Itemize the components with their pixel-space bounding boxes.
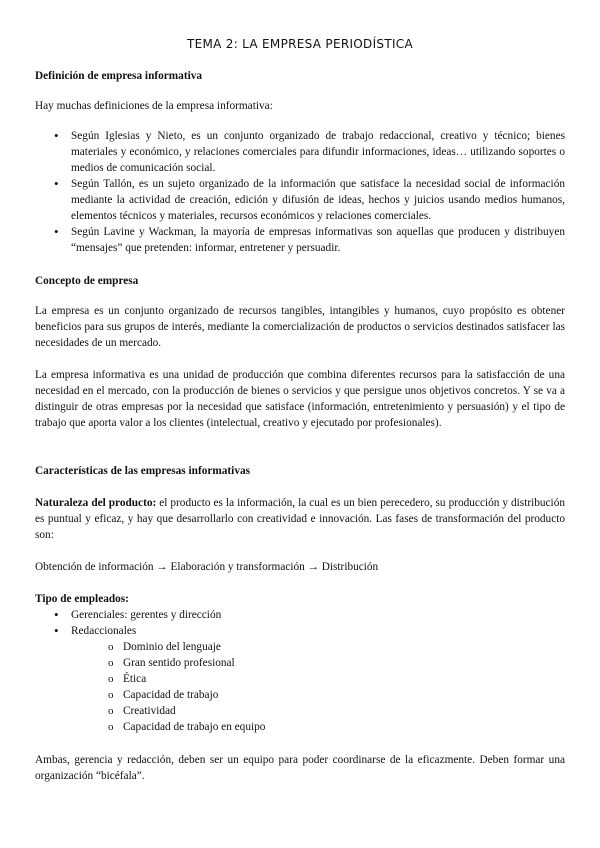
naturaleza-text: el producto es la información, la cual es un bien perecedero, su producción y distribución es puntual y eficaz, y hay que desarrollarlo con creatividad e innovación. Las fases de transformación del producto son: bbox=[35, 497, 565, 541]
empleados-list bbox=[35, 607, 565, 735]
list-item: • Según Tallón, es un sujeto organizado de la información que satisface la necesidad social de información mediante la actividad de creación, edición y difusión de ideas, hechos y juicios usando medios humanos, elementos técnicos y materiales, recursos económicos y relaciones comerciales. bbox=[35, 176, 565, 224]
sub-list-item: o Ética bbox=[71, 671, 565, 687]
redaccionales-sublist bbox=[71, 639, 565, 735]
sub-list-item: o Gran sentido profesional bbox=[71, 655, 565, 671]
naturaleza-label: Naturaleza del producto: bbox=[35, 497, 157, 509]
list-item: • Gerenciales: gerentes y dirección bbox=[35, 607, 565, 623]
heading-caracteristicas: Características de las empresas informativas bbox=[35, 465, 251, 477]
document-title: TEMA 2: LA EMPRESA PERIODÍSTICA bbox=[186, 37, 413, 51]
list-item-label: Redaccionales bbox=[71, 625, 137, 637]
sub-list-item: o Capacidad de trabajo en equipo bbox=[71, 719, 565, 735]
heading-empleados: Tipo de empleados: bbox=[35, 593, 129, 605]
sub-list-item: o Dominio del lenguaje bbox=[71, 639, 565, 655]
definicion-intro: Hay muchas definiciones de la empresa informativa: bbox=[35, 100, 273, 112]
fases-line: Obtención de información → Elaboración y transformación → Distribución bbox=[35, 561, 379, 573]
closing-paragraph: Ambas, gerencia y redacción, deben ser un equipo para poder coordinarse de la eficazmente. Deben formar una organización “bicéfala”. bbox=[35, 754, 565, 782]
list-item: • Según Lavine y Wackman, la mayoría de empresas informativas son aquellas que producen y distribuyen “mensajes” que pretenden: informar, entretener y persuadir. bbox=[35, 224, 565, 256]
sub-list-item: o Creatividad bbox=[71, 703, 565, 719]
concepto-paragraph-1: La empresa es un conjunto organizado de recursos tangibles, intangibles y humanos, cuyo propósito es obtener beneficios para sus grupos de interés, mediante la comercialización de productos o servicios destinados satisfacer las necesidades de un mercado. bbox=[35, 305, 565, 349]
sub-list-item: o Capacidad de trabajo bbox=[71, 687, 565, 703]
concepto-paragraph-2: La empresa informativa es una unidad de producción que combina diferentes recursos para la satisfacción de una necesidad en el mercado, con la producción de bienes o servicios y que persigue unos objetivos concretos. Y se va a distinguir de otras empresas por la necesidad que satisface (información, entretenimiento y persuasión) y el tipo de trabajo que aporta valor a los clientes (intelectual, creativo y ejecutado por profesionales). bbox=[35, 369, 565, 429]
definiciones-list bbox=[35, 128, 565, 256]
heading-concepto: Concepto de empresa bbox=[35, 275, 139, 287]
heading-definicion: Definición de empresa informativa bbox=[35, 70, 203, 82]
list-item: • Según Iglesias y Nieto, es un conjunto organizado de trabajo redaccional, creativo y técnico; bienes materiales y económico, y relaciones comerciales para difundir informaciones, ideas… utilizando soportes o medios de comunicación social. bbox=[35, 128, 565, 176]
naturaleza-paragraph bbox=[35, 495, 565, 543]
list-item bbox=[35, 623, 565, 735]
